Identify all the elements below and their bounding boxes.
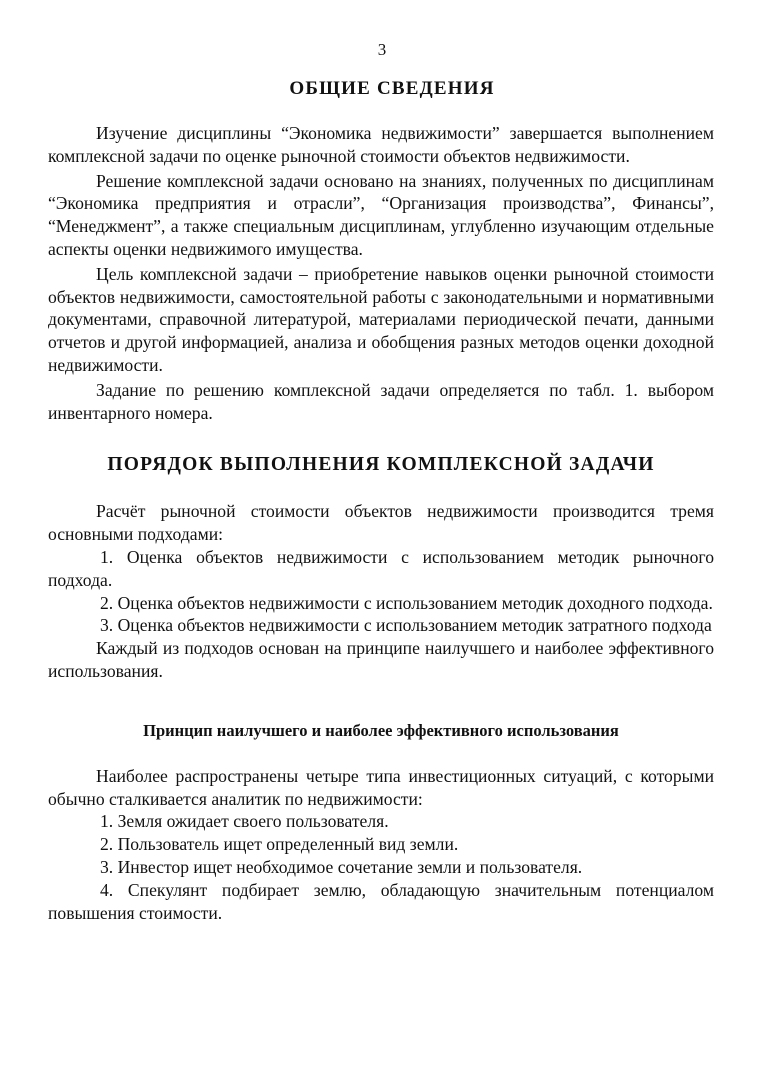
heading-general-info: ОБЩИЕ СВЕДЕНИЯ [289, 78, 495, 99]
page-number: 3 [377, 40, 387, 59]
paragraph-task-basis: Решение комплексной задачи основано на знаниях, полученных по дисциплинам “Экономика предприятия и отрасли”, “Организация производства”, Финансы”, “Менеджмент”, а также специальным дисциплинам, углубленно изучающим отдельные аспекты оценки недвижимого имущества. [48, 170, 714, 259]
list-item-situation-3: 3. Инвестор ищет необходимое сочетание земли и пользователя. [100, 856, 583, 877]
paragraph-approaches-principle: Каждый из подходов основан на принципе наилучшего и наиболее эффективного использования. [48, 638, 714, 681]
paragraph-discipline-intro: Изучение дисциплины “Экономика недвижимости” завершается выполнением комплексной задачи по оценке рыночной стоимости объектов недвижимости. [48, 123, 714, 166]
list-item-situation-2: 2. Пользователь ищет определенный вид земли. [100, 834, 459, 855]
list-item-situation-4: 4. Спекулянт подбирает землю, обладающую значительным потенциалом повышения стоимости. [48, 879, 714, 923]
list-item-situation-1: 1. Земля ожидает своего пользователя. [100, 811, 389, 832]
paragraph-task-assignment: Задание по решению комплексной задачи определяется по табл. 1. выбором инвентарного номера. [48, 379, 714, 423]
list-item-approach-1: 1. Оценка объектов недвижимости с использованием методик рыночного подхода. [48, 546, 714, 590]
heading-best-use-principle: Принцип наилучшего и наиболее эффективного использования [143, 720, 619, 740]
page-content [48, 78, 714, 924]
heading-task-procedure: ПОРЯДОК ВЫПОЛНЕНИЯ КОМПЛЕКСНОЙ ЗАДАЧИ [107, 454, 655, 476]
list-item-approach-2: 2. Оценка объектов недвижимости с использованием методик доходного подхода. [100, 592, 713, 613]
paragraph-task-goal: Цель комплексной задачи – приобретение навыков оценки рыночной стоимости объектов недвижимости, самостоятельной работы с законодательными и нормативными документами, справочной литературой, материалами периодической печати, данными отчетов и другой информацией, анализа и обобщения разных методов оценки доходной недвижимости. [48, 263, 714, 375]
paragraph-investment-situations: Наиболее распространены четыре типа инвестиционных ситуаций, с которыми обычно сталкивается аналитик по недвижимости: [48, 765, 714, 809]
paragraph-approaches-intro: Расчёт рыночной стоимости объектов недвижимости производится тремя основными подходами: [48, 501, 714, 545]
list-item-approach-3: 3. Оценка объектов недвижимости с использованием методик затратного подхода [100, 615, 712, 636]
